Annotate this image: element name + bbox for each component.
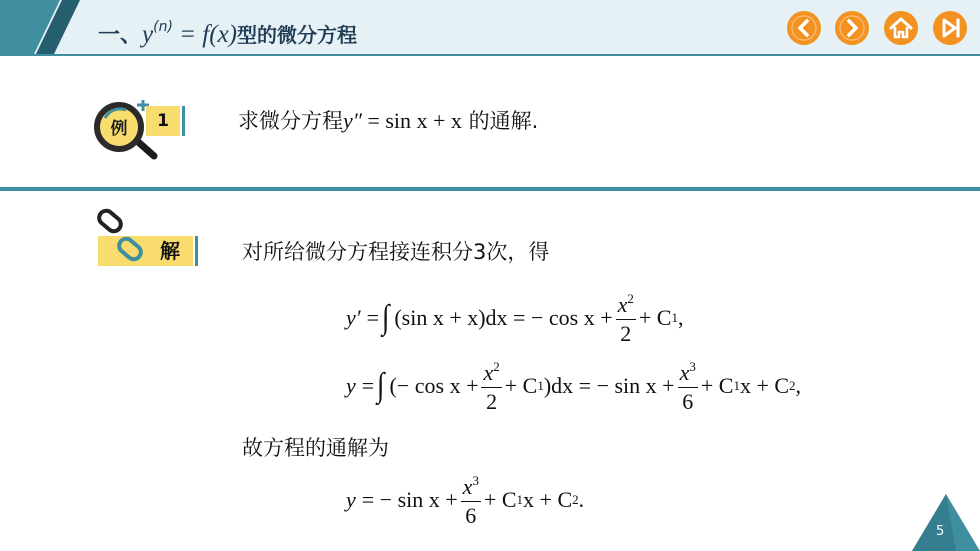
solution-conclusion: 故方程的通解为 (242, 436, 389, 460)
example-question (238, 104, 538, 138)
home-icon (884, 11, 918, 45)
integral-sign: ∫ (381, 299, 390, 336)
equation-second-integral: y = ∫ (− cos x + $\frac{x^2}{2}$ + C 1 )dx = − sin x + $\frac{x^3}{6}$ + C 1 x + C 2 , (346, 358, 802, 414)
eq3-fraction: $\frac{x^3}{6}$ (462, 472, 479, 528)
eq3-lhs: y (346, 487, 356, 512)
integral-sign: ∫ (377, 367, 385, 404)
page-title (98, 6, 357, 48)
eq2-lhs: y (346, 373, 356, 398)
solution-intro: 对所给微分方程接连积分3次，得 (242, 240, 550, 264)
chevron-right-icon (835, 11, 869, 45)
eq1-lhs: y′ (346, 305, 361, 330)
example-number: 1 (146, 106, 180, 136)
equation-general-solution: y = − sin x + $\frac{x^3}{6}$ + C 1 x + C 2 . (346, 472, 585, 528)
eq2-fraction-1: $\frac{x^2}{2}$ (483, 358, 500, 414)
eq2-fraction-2: $\frac{x^3}{6}$ (679, 358, 696, 414)
title-math-y: y (142, 21, 154, 48)
title-math-rest: = f(x) (172, 21, 237, 48)
header-corner-decoration (0, 0, 90, 56)
eq1-integrand: (sin x + x)dx = − cos x + (394, 305, 613, 330)
link-icon (96, 208, 156, 268)
solution-accent-bar (195, 236, 198, 266)
title-prefix: 一、 (98, 23, 143, 48)
home-button[interactable] (884, 11, 918, 45)
section-divider (0, 187, 980, 191)
eq1-tail: + C (638, 305, 672, 330)
title-suffix: 型的微分方程 (236, 23, 357, 47)
previous-button[interactable] (787, 11, 821, 45)
end-button[interactable] (933, 11, 967, 45)
question-eq-rhs: = sin x + x (361, 108, 462, 133)
example-badge-text: 例 (110, 119, 128, 139)
solution-label: 解 (160, 239, 180, 263)
skip-to-end-icon (933, 11, 967, 45)
page-number-badge (912, 494, 980, 551)
page-number: 5 (936, 524, 945, 539)
question-eq-lhs: y″ (343, 108, 362, 133)
title-math-superscript: (n) (153, 19, 173, 35)
header-underline (0, 54, 980, 56)
next-button[interactable] (835, 11, 869, 45)
eq1-fraction: $\frac{x^2}{2}$ (617, 290, 634, 346)
example-accent-bar (182, 106, 185, 136)
question-suffix: 的通解. (461, 109, 539, 133)
equation-first-integral: y′ = ∫ (sin x + x)dx = − cos x + $\frac{x^2}{2}$ + C 1 , (346, 290, 684, 346)
header-bar (0, 0, 980, 62)
question-prefix: 求微分方程 (238, 109, 343, 133)
chevron-left-icon (787, 11, 821, 45)
